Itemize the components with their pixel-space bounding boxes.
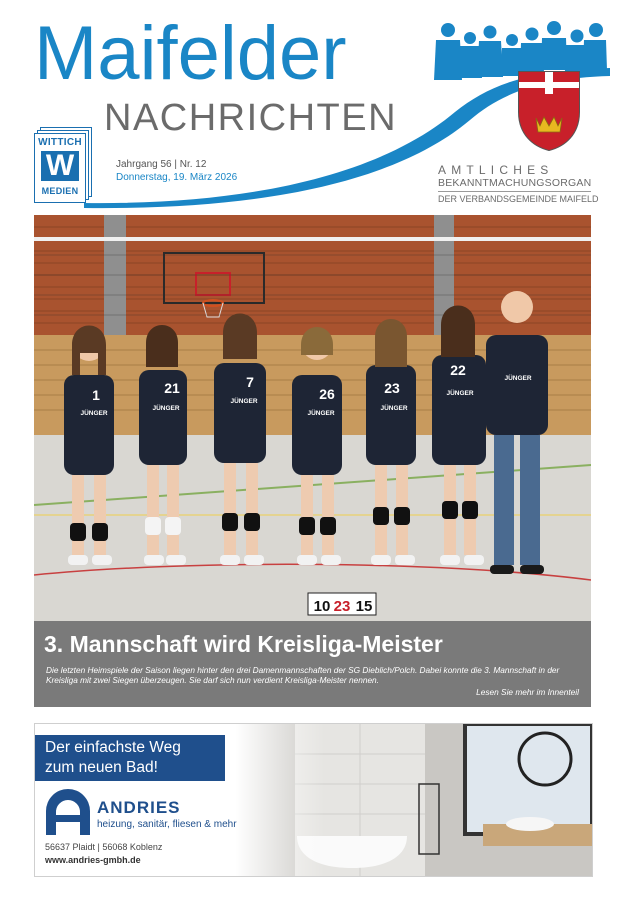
organ-line-3: DER VERBANDSGEMEINDE MAIFELD xyxy=(438,194,599,204)
issue-date: Donnerstag, 19. März 2026 xyxy=(116,172,238,183)
ad-headline-line-2: zum neuen Bad! xyxy=(45,759,158,776)
jersey-sponsor: JÜNGER xyxy=(504,375,532,382)
ad-headline-box xyxy=(35,735,225,781)
jersey-number: 22 xyxy=(450,362,466,378)
ad-headline-line-1: Der einfachste Weg xyxy=(45,739,181,756)
organ-line-2: BEKANNTMACHUNGSORGAN xyxy=(438,177,592,189)
issue-number: Jahrgang 56 | Nr. 12 xyxy=(116,159,207,170)
jersey-number: 21 xyxy=(164,380,180,396)
jersey-sponsor: JÜNGER xyxy=(80,410,108,417)
scoreboard-right: 15 xyxy=(355,598,373,615)
jersey-number: 26 xyxy=(319,386,335,402)
jersey-sponsor: JÜNGER xyxy=(230,398,258,405)
jersey-sponsor: JÜNGER xyxy=(307,410,335,417)
ad-address: 56637 Plaidt | 56068 Koblenz xyxy=(45,842,163,852)
jersey-sponsor: JÜNGER xyxy=(380,405,408,412)
ad-company-name: ANDRIES xyxy=(97,798,181,817)
team-photo xyxy=(34,215,591,621)
publisher-logo-top: WITTICH xyxy=(38,137,82,148)
publisher-logo-letter: W xyxy=(41,151,79,181)
advertisement[interactable] xyxy=(34,723,593,877)
publisher-logo-bottom: MEDIEN xyxy=(41,186,79,196)
scoreboard-left: 10 xyxy=(313,598,331,615)
divider xyxy=(438,191,591,192)
jersey-number: 7 xyxy=(246,374,254,390)
jersey-number: 23 xyxy=(384,380,400,396)
publisher-logo xyxy=(34,133,86,203)
jersey-sponsor: JÜNGER xyxy=(152,405,180,412)
lead-story-headline[interactable]: 3. Mannschaft wird Kreisliga-Meister xyxy=(44,631,443,657)
jersey-sponsor: JÜNGER xyxy=(446,390,474,397)
organ-line-1: AMTLICHES xyxy=(438,163,554,177)
coat-of-arms-icon xyxy=(516,66,582,152)
andries-logo-icon xyxy=(45,787,91,837)
masthead-title: Maifelder xyxy=(34,11,347,96)
scoreboard-mid: 23 xyxy=(333,598,351,615)
masthead-subtitle: NACHRICHTEN xyxy=(104,97,398,139)
lead-story-caption xyxy=(34,621,591,707)
lead-story-teaser: Die letzten Heimspiele der Saison liegen hinter den drei Damenmannschaften der SG Dieblich/Polch. Dabei konnte die 3. Mannschaft in der Kreisliga mit zwei Siegen überzeugen. Sie darf sich nun verdient Kreisliga-Meister nennen. xyxy=(46,665,560,685)
jersey-number: 1 xyxy=(92,387,100,403)
ad-services: heizung, sanitär, fliesen & mehr xyxy=(97,819,237,830)
ad-website-link[interactable]: www.andries-gmbh.de xyxy=(45,855,141,865)
read-more-link[interactable]: Lesen Sie mehr im Innenteil xyxy=(476,687,579,697)
